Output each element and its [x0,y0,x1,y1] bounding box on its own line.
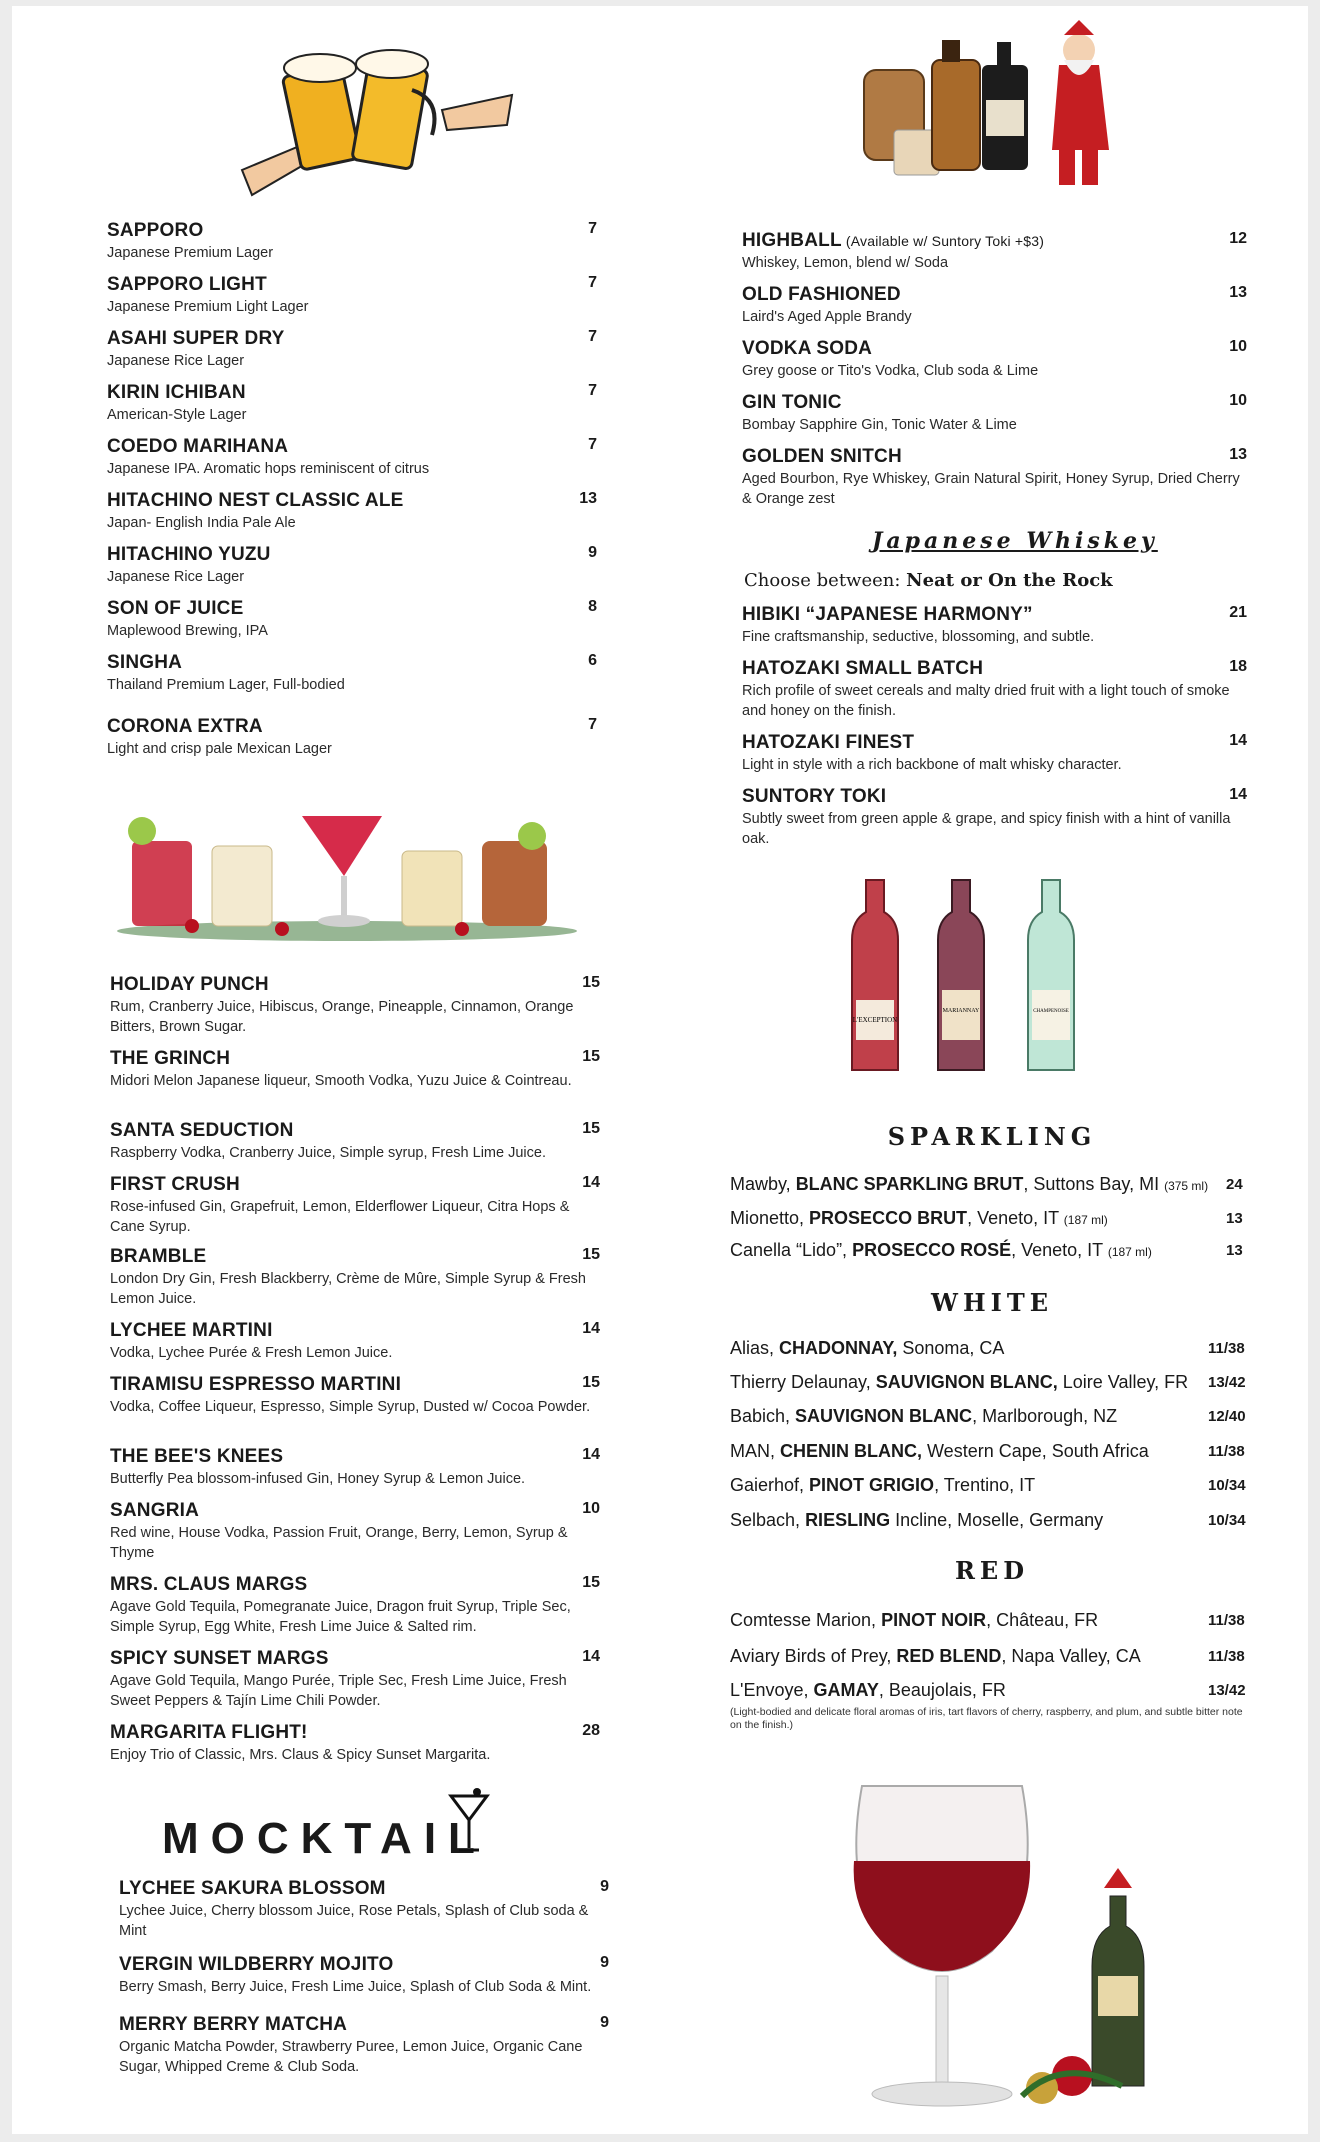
whiskey-price: 14 [1229,786,1247,803]
white-varietal: CHADONNAY, [779,1338,898,1358]
white-producer: Alias, [730,1338,780,1358]
mocktail-desc: Lychee Juice, Cherry blossom Juice, Rose Petals, Splash of Club soda & Mint [119,1903,589,1939]
white-wine [730,1372,1188,1393]
cocktail-price: 10 [582,1500,600,1517]
beer-desc: Japanese Premium Light Lager [107,299,309,315]
white-wine [730,1475,1035,1496]
cocktail-name: LYCHEE MARTINI [110,1320,273,1341]
bottle-label-2: MARIANNAY [942,1008,980,1014]
cocktail-desc: Raspberry Vodka, Cranberry Juice, Simple syrup, Fresh Lime Juice. [110,1145,546,1161]
sparkling-region: , Suttons Bay, MI [1023,1174,1165,1194]
beer-desc: Japanese IPA. Aromatic hops reminiscent of citrus [107,461,430,477]
white-producer: Selbach, [730,1510,806,1530]
cocktail-name: MRS. CLAUS MARGS [110,1574,308,1595]
beer-desc: Japan- English India Pale Ale [107,515,296,531]
beer-name: ASAHI SUPER DRY [107,328,285,349]
spirit-item [742,392,1247,435]
white-varietal: CHENIN BLANC, [780,1441,923,1461]
red-varietal: GAMAY [813,1680,879,1700]
whiskey-name: SUNTORY TOKI [742,786,887,807]
mocktail-title: MOCKTAIL [162,1814,487,1863]
cocktail-name: MARGARITA FLIGHT! [110,1722,308,1743]
beer-name: SAPPORO LIGHT [107,274,267,295]
spirit-desc: Grey goose or Tito's Vodka, Club soda & Lime [742,363,1039,379]
cocktail-item [110,1048,600,1091]
whiskey-desc: Fine craftsmanship, seductive, blossoming, and subtle. [742,629,1095,645]
cocktail-item [110,1246,600,1309]
mocktail-item [119,1878,609,1941]
white-price: 12/40 [1208,1408,1246,1425]
white-producer: Thierry Delaunay, [730,1372,876,1392]
martini-glass-icon [449,1786,489,1856]
white-price: 11/38 [1208,1340,1245,1357]
beer-desc: Japanese Rice Lager [107,569,245,585]
cocktail-price: 14 [582,1320,600,1337]
cocktail-name: SPICY SUNSET MARGS [110,1648,329,1669]
beer-name: COEDO MARIHANA [107,436,289,457]
cocktail-price: 14 [582,1446,600,1463]
cocktails-illustration [112,781,582,941]
white-wine [730,1441,1149,1462]
cocktail-item [110,1722,600,1765]
white-varietal: PINOT GRIGIO [809,1475,935,1495]
japanese-whiskey-title: Japanese Whiskey [872,528,1158,554]
cocktail-item [110,1500,600,1563]
sparkling-bottle-size: (187 ml) [1063,1213,1108,1227]
cocktail-desc: Red wine, House Vodka, Passion Fruit, Orange, Berry, Lemon, Syrup & Thyme [110,1525,568,1561]
cocktail-name: HOLIDAY PUNCH [110,974,269,995]
spirit-name: GIN TONIC [742,392,842,413]
red-varietal: RED BLEND [896,1646,1002,1666]
mocktail-item [119,1954,609,1997]
spirit-desc: Whiskey, Lemon, blend w/ Soda [742,255,949,271]
cocktail-name: THE BEE'S KNEES [110,1446,284,1467]
spirit-price: 10 [1229,338,1247,355]
cocktail-item [110,1374,600,1417]
red-title: RED [954,1556,1030,1585]
white-wine [730,1338,1004,1359]
cocktail-desc: Vodka, Coffee Liqueur, Espresso, Simple Syrup, Dusted w/ Cocoa Powder. [110,1399,591,1415]
sparkling-producer: Canella “Lido”, [730,1240,853,1260]
whiskey-desc: Subtly sweet from green apple & grape, and spicy finish with a hint of vanilla oak. [742,811,1231,847]
cocktail-desc: Midori Melon Japanese liqueur, Smooth Vodka, Yuzu Juice & Cointreau. [110,1073,572,1089]
beer-item [107,490,597,533]
white-producer: Gaierhof, [730,1475,810,1495]
cocktail-desc: Rose-infused Gin, Grapefruit, Lemon, Elderflower Liqueur, Citra Hops & Cane Syrup. [110,1199,570,1235]
cocktail-desc: Agave Gold Tequila, Mango Purée, Triple Sec, Fresh Lime Juice, Fresh Sweet Peppers & Tajín Lime Chili Powder. [110,1673,567,1709]
cocktail-desc: Enjoy Trio of Classic, Mrs. Claus & Spicy Sunset Margarita. [110,1747,491,1763]
cocktail-item [110,1320,600,1363]
cocktail-name: FIRST CRUSH [110,1174,240,1195]
beer-item [107,274,597,317]
cocktail-item [110,1120,600,1163]
mocktail-price: 9 [600,1954,609,1971]
spirit-name: VODKA SODA [742,338,873,359]
sparkling-varietal: PROSECCO ROSÉ [852,1240,1012,1260]
beer-desc: Maplewood Brewing, IPA [107,623,268,639]
sparkling-price: 13 [1226,1210,1243,1227]
white-producer: Babich, [730,1406,796,1426]
white-region: Sonoma, CA [897,1338,1005,1358]
beer-name: KIRIN ICHIBAN [107,382,246,403]
beer-name: SON OF JUICE [107,598,244,619]
spirit-price: 12 [1229,230,1247,247]
red-note: (Light-bodied and delicate floral aromas of iris, tart flavors of cherry, raspberry, and plum, and subtle bitter note on the finish.) [730,1706,1243,1731]
choose-options: Neat or On the Rock [906,570,1113,591]
sparkling-wine [730,1240,1152,1261]
cocktail-price: 15 [582,1246,600,1263]
beer-item [107,220,597,263]
spirit-item [742,230,1247,273]
cocktail-price: 15 [582,1120,600,1137]
spirit-desc: Aged Bourbon, Rye Whiskey, Grain Natural Spirit, Honey Syrup, Dried Cherry & Orange zest [742,471,1240,507]
sparkling-bottle-size: (375 ml) [1164,1179,1209,1193]
cocktail-item [110,974,600,1037]
mocktail-name: MERRY BERRY MATCHA [119,2014,348,2035]
spirit-price: 10 [1229,392,1247,409]
sparkling-region: , Veneto, IT [1011,1240,1108,1260]
beer-desc: American-Style Lager [107,407,247,423]
beer-item [107,328,597,371]
whiskey-item [742,658,1247,721]
red-region: , Napa Valley, CA [1001,1646,1141,1666]
beer-item [107,544,597,587]
mocktail-item [119,2014,609,2077]
cocktail-desc: London Dry Gin, Fresh Blackberry, Crème de Mûre, Simple Syrup & Fresh Lemon Juice. [110,1271,586,1307]
cocktail-price: 15 [582,1048,600,1065]
whiskey-serve-choice [744,570,1113,591]
beer-price: 6 [588,652,597,669]
beer-price: 7 [588,274,597,291]
beer-price: 13 [579,490,597,507]
white-price: 11/38 [1208,1443,1245,1460]
beer-name: CORONA EXTRA [107,716,263,737]
white-varietal: RIESLING [805,1510,891,1530]
whiskey-price: 21 [1229,604,1247,621]
white-price: 13/42 [1208,1374,1246,1391]
beer-name: SINGHA [107,652,183,673]
cocktail-item [110,1648,600,1711]
white-region: Western Cape, South Africa [922,1441,1149,1461]
spirit-name: HIGHBALL (Available w/ Suntory Toki +$3) [742,230,1045,251]
spirit-desc: Bombay Sapphire Gin, Tonic Water & Lime [742,417,1017,433]
sparkling-price: 24 [1226,1176,1243,1193]
white-region: Incline, Moselle, Germany [890,1510,1104,1530]
cocktail-item [110,1174,600,1237]
cocktail-item [110,1574,600,1637]
sparkling-region: , Veneto, IT [967,1208,1064,1228]
white-region: , Trentino, IT [934,1475,1036,1495]
wine-bottles-illustration [832,880,1112,1080]
cocktail-price: 14 [582,1174,600,1191]
choose-prefix: Choose between: [744,570,901,591]
cocktail-desc: Agave Gold Tequila, Pomegranate Juice, Dragon fruit Syrup, Triple Sec, Simple Syrup, Egg White, Fresh Lime Juice & Salted rim. [110,1599,571,1635]
cocktail-name: SANTA SEDUCTION [110,1120,294,1141]
cocktail-price: 28 [582,1722,600,1739]
whiskey-name: HIBIKI “JAPANESE HARMONY” [742,604,1033,625]
spirit-price: 13 [1229,284,1247,301]
whiskey-item [742,732,1247,775]
beer-desc: Thailand Premium Lager, Full-bodied [107,677,345,693]
beer-item [107,716,597,759]
whiskey-desc: Rich profile of sweet cereals and malty dried fruit with a light touch of smoke and honey on the finish. [742,683,1230,719]
beer-desc: Japanese Premium Lager [107,245,274,261]
sparkling-wine [730,1208,1108,1229]
red-region: , Château, FR [986,1610,1099,1630]
beer-desc: Japanese Rice Lager [107,353,245,369]
cocktail-desc: Butterfly Pea blossom-infused Gin, Honey Syrup & Lemon Juice. [110,1471,526,1487]
cocktail-name: SANGRIA [110,1500,200,1521]
beer-price: 7 [588,220,597,237]
white-title: WHITE [930,1288,1053,1317]
sparkling-title: SPARKLING [887,1122,1097,1151]
red-wine [730,1646,1141,1667]
cocktail-price: 15 [582,974,600,991]
red-varietal: PINOT NOIR [881,1610,987,1630]
mocktail-price: 9 [600,1878,609,1895]
cocktail-desc: Rum, Cranberry Juice, Hibiscus, Orange, Pineapple, Cinnamon, Orange Bitters, Brown Sugar. [110,999,574,1035]
white-price: 10/34 [1208,1477,1246,1494]
beer-price: 9 [588,544,597,561]
beer-toast-illustration [242,50,512,200]
beer-price: 7 [588,382,597,399]
red-price: 11/38 [1208,1612,1245,1629]
mocktail-desc: Organic Matcha Powder, Strawberry Puree, Lemon Juice, Organic Cane Sugar, Whipped Creme & Club Soda. [119,2039,583,2075]
whiskey-santa-illustration [854,20,1134,200]
cocktail-price: 15 [582,1574,600,1591]
white-wine [730,1510,1103,1531]
whiskey-item [742,786,1247,849]
sparkling-wine [730,1174,1208,1195]
sparkling-bottle-size: (187 ml) [1107,1245,1152,1259]
red-producer: Comtesse Marion, [730,1610,882,1630]
beer-price: 7 [588,716,597,733]
spirit-desc: Laird's Aged Apple Brandy [742,309,912,325]
beer-item [107,652,597,695]
red-region: , Beaujolais, FR [878,1680,1006,1700]
red-producer: L'Envoye, [730,1680,814,1700]
cocktail-desc: Vodka, Lychee Purée & Fresh Lemon Juice. [110,1345,393,1361]
beer-item [107,382,597,425]
red-wine [730,1610,1098,1631]
white-varietal: SAUVIGNON BLANC [795,1406,973,1426]
cocktail-price: 14 [582,1648,600,1665]
mocktail-desc: Berry Smash, Berry Juice, Fresh Lime Juice, Splash of Club Soda & Mint. [119,1979,592,1995]
beer-name: SAPPORO [107,220,204,241]
cocktail-item [110,1446,600,1489]
sparkling-price: 13 [1226,1242,1243,1259]
beer-item [107,436,597,479]
white-region: Loire Valley, FR [1057,1372,1189,1392]
whiskey-name: HATOZAKI FINEST [742,732,915,753]
white-producer: MAN, [730,1441,781,1461]
beer-item [107,598,597,641]
beer-price: 8 [588,598,597,615]
white-price: 10/34 [1208,1512,1246,1529]
beer-price: 7 [588,328,597,345]
cocktail-price: 15 [582,1374,600,1391]
sparkling-producer: Mionetto, [730,1208,810,1228]
cocktail-name: THE GRINCH [110,1048,231,1069]
beer-name: HITACHINO YUZU [107,544,271,565]
spirit-note: (Available w/ Suntory Toki +$3) [841,233,1045,249]
spirit-price: 13 [1229,446,1247,463]
spirit-item [742,446,1247,509]
mocktail-price: 9 [600,2014,609,2031]
bottle-label-3: CHAMPENOISE [1033,1009,1069,1014]
spirit-name: OLD FASHIONED [742,284,901,305]
whiskey-item [742,604,1247,647]
white-wine [730,1406,1117,1427]
red-price: 11/38 [1208,1648,1245,1665]
beer-name: HITACHINO NEST CLASSIC ALE [107,490,404,511]
spirit-item [742,338,1247,381]
mocktail-name: VERGIN WILDBERRY MOJITO [119,1954,394,1975]
spirit-name: GOLDEN SNITCH [742,446,902,467]
beer-price: 7 [588,436,597,453]
whiskey-desc: Light in style with a rich backbone of malt whisky character. [742,757,1122,773]
red-price: 13/42 [1208,1682,1246,1699]
whiskey-name: HATOZAKI SMALL BATCH [742,658,984,679]
mocktail-name: LYCHEE SAKURA BLOSSOM [119,1878,386,1899]
red-producer: Aviary Birds of Prey, [730,1646,897,1666]
whiskey-price: 18 [1229,658,1247,675]
sparkling-varietal: PROSECCO BRUT [809,1208,968,1228]
white-region: , Marlborough, NZ [972,1406,1118,1426]
sparkling-producer: Mawby, [730,1174,796,1194]
sparkling-varietal: BLANC SPARKLING BRUT [795,1174,1024,1194]
cocktail-name: TIRAMISU ESPRESSO MARTINI [110,1374,402,1395]
menu-page [12,6,1308,2134]
red-wine [730,1680,1006,1701]
red-wine-glass-illustration [842,1776,1202,2126]
cocktail-name: BRAMBLE [110,1246,207,1267]
bottle-label-1: L'EXCEPTION [852,1016,898,1024]
white-varietal: SAUVIGNON BLANC, [875,1372,1058,1392]
spirit-item [742,284,1247,327]
beer-desc: Light and crisp pale Mexican Lager [107,741,332,757]
whiskey-price: 14 [1229,732,1247,749]
